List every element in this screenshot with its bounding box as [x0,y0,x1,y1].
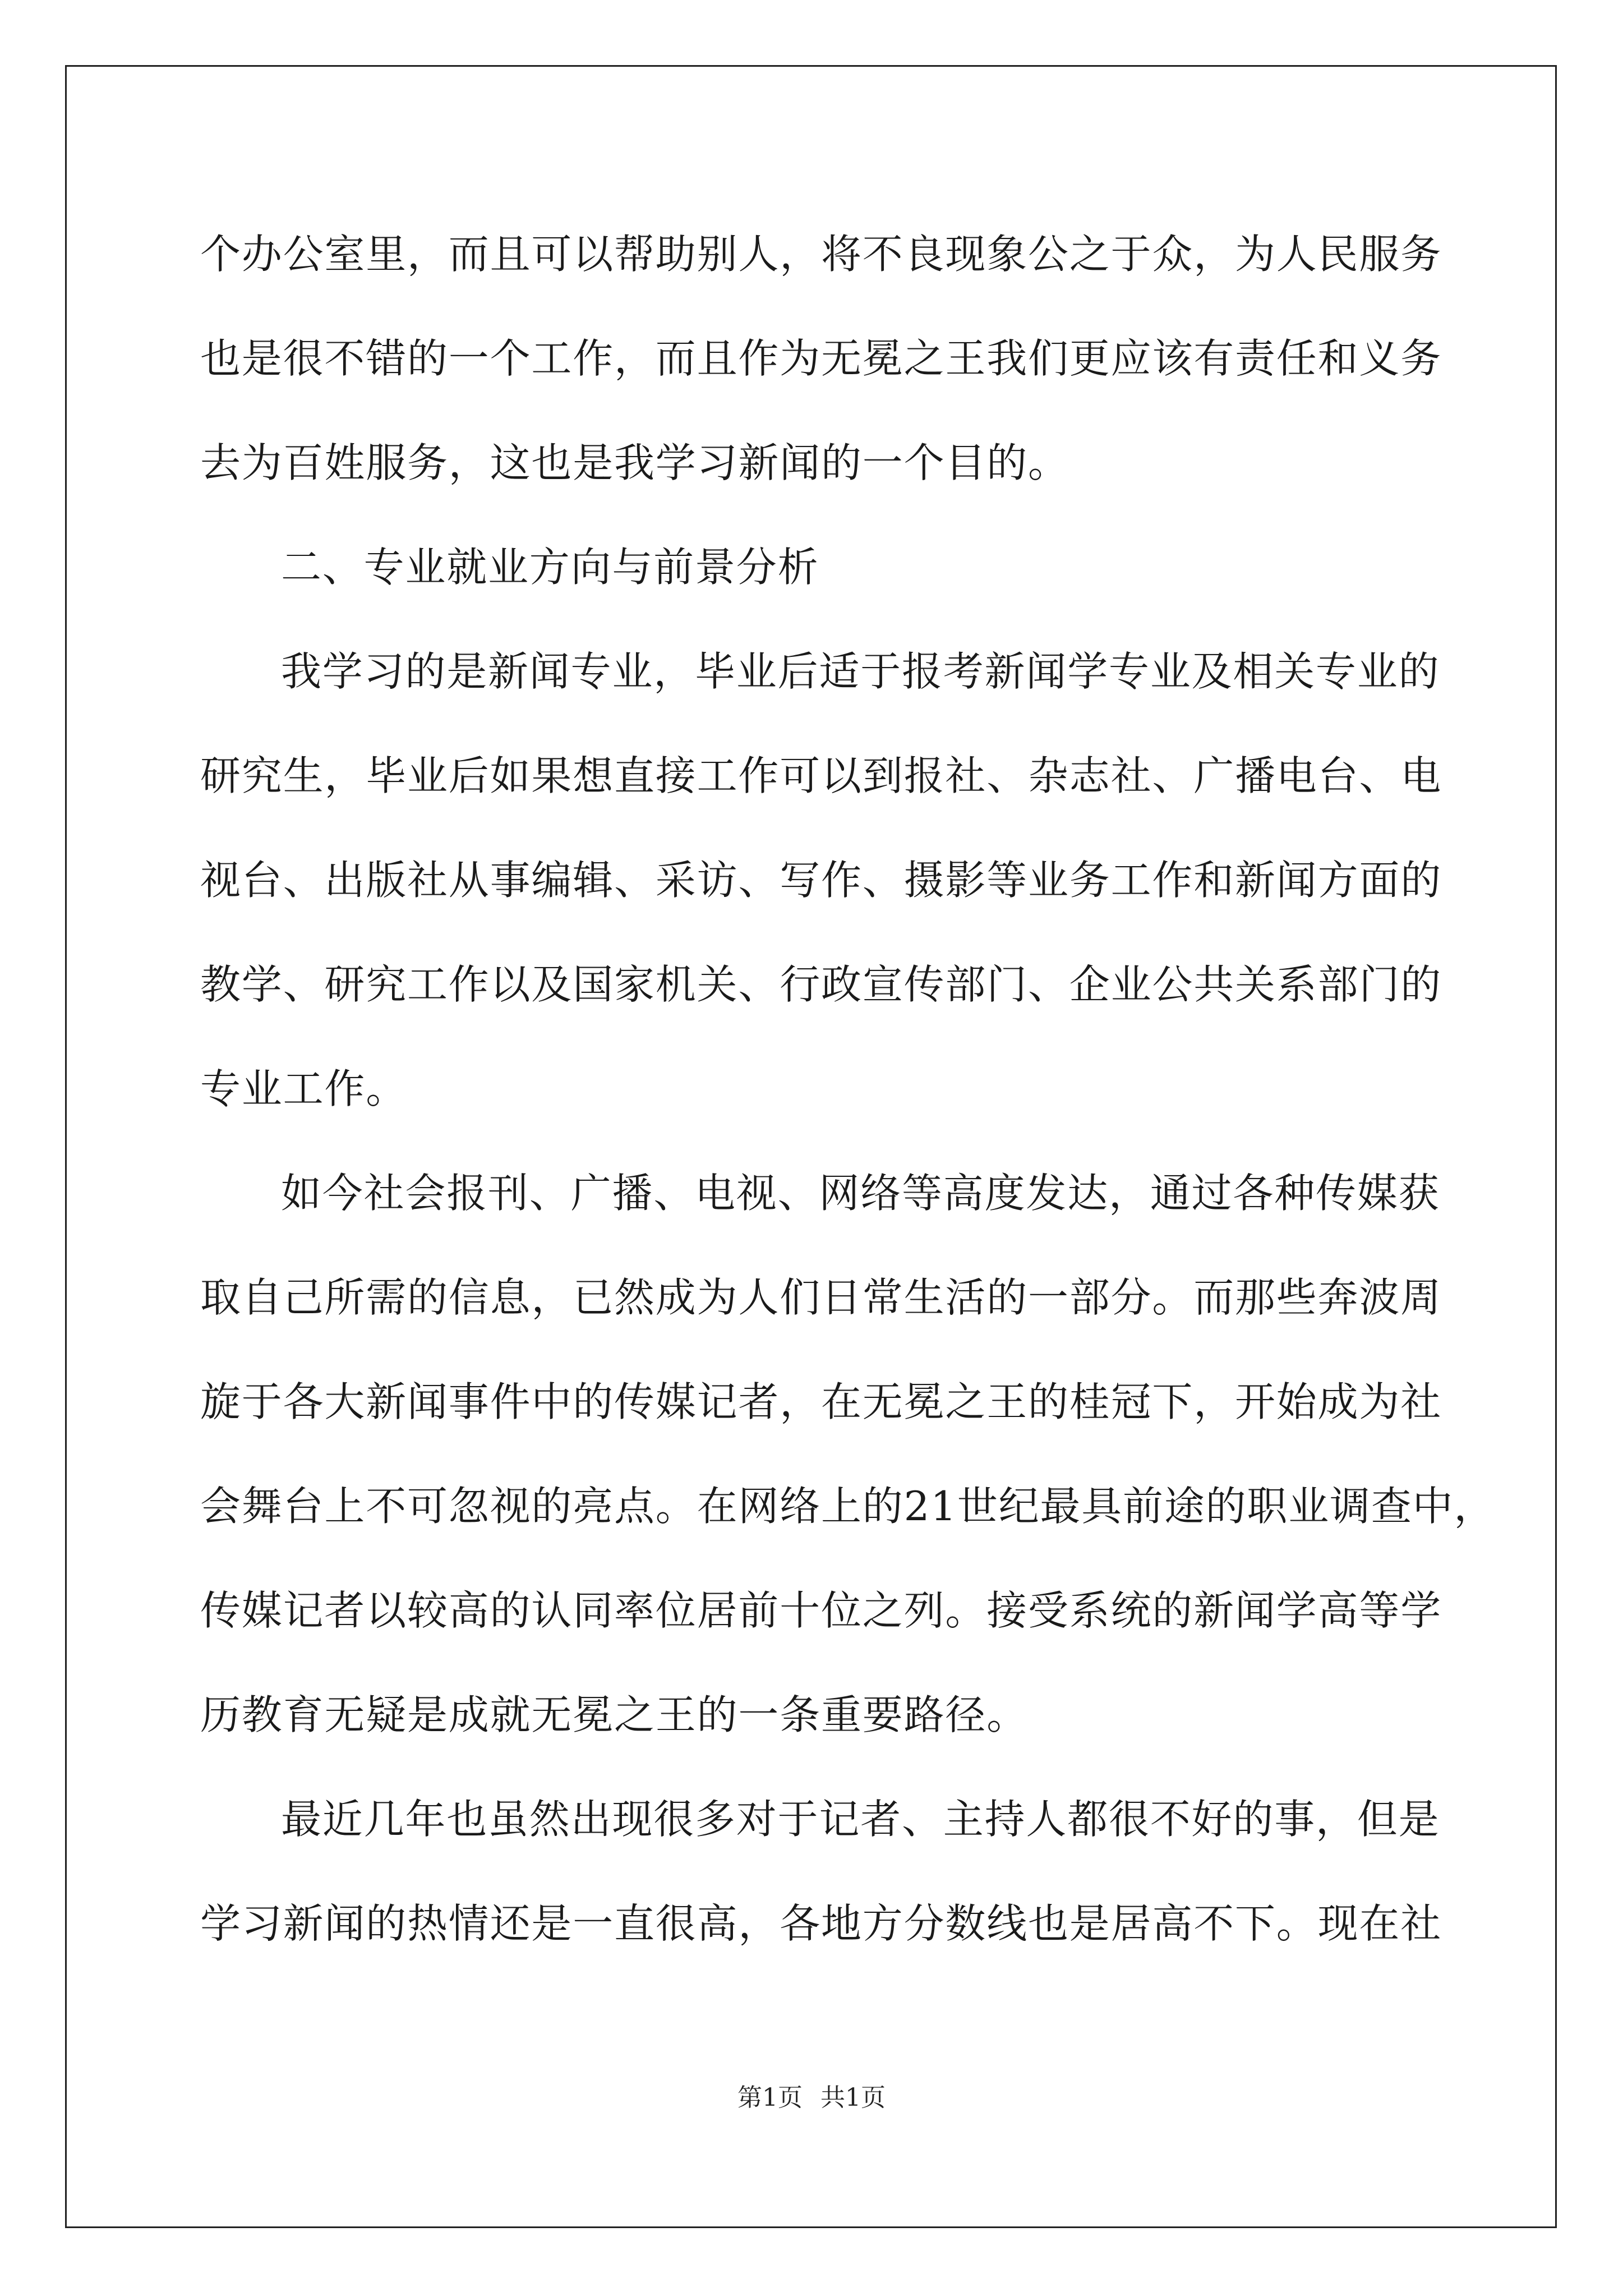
text-line: 视台、出版社从事编辑、采访、写作、摄影等业务工作和新闻方面的 [200,857,1442,904]
text-line: 历教育无疑是成就无冕之王的一条重要路径。 [200,1691,1029,1738]
page-number-total: 共1页 [820,2083,886,2112]
text-line: 取自己所需的信息，已然成为人们日常生活的一部分。而那些奔波周 [200,1274,1442,1321]
text-line: 最近几年也虽然出现很多对于记者、主持人都很不好的事，但是 [281,1796,1440,1843]
text-line: 会舞台上不可忽视的亮点。在网络上的21世纪最具前途的职业调查中， [200,1483,1496,1530]
text-line: 如今社会报刊、广播、电视、网络等高度发达，通过各种传媒获 [281,1170,1440,1217]
text-line: 教学、研究工作以及国家机关、行政宣传部门、企业公共关系部门的 [200,961,1442,1008]
text-line: 旋于各大新闻事件中的传媒记者，在无冕之王的桂冠下，开始成为社 [200,1378,1442,1425]
text-line: 传媒记者以较高的认同率位居前十位之列。接受系统的新闻学高等学 [200,1587,1442,1634]
text-line: 学习新闻的热情还是一直很高，各地方分数线也是居高不下。现在社 [200,1900,1442,1947]
text-line: 研究生，毕业后如果想直接工作可以到报社、杂志社、广播电台、电 [200,752,1442,799]
text-line: 专业工作。 [200,1065,408,1112]
document-body [200,222,1496,1996]
page-number-current: 第1页 [737,2083,803,2112]
page-footer [0,2082,1623,2114]
text-line: 个办公室里，而且可以帮助别人，将不良现象公之于众，为人民服务 [200,231,1442,278]
text-line: 二、专业就业方向与前景分析 [281,544,819,591]
text-line: 也是很不错的一个工作，而且作为无冕之王我们更应该有责任和义务 [200,335,1442,382]
text-line: 去为百姓服务，这也是我学习新闻的一个目的。 [200,439,1069,486]
text-line: 我学习的是新闻专业，毕业后适于报考新闻学专业及相关专业的 [281,648,1440,695]
